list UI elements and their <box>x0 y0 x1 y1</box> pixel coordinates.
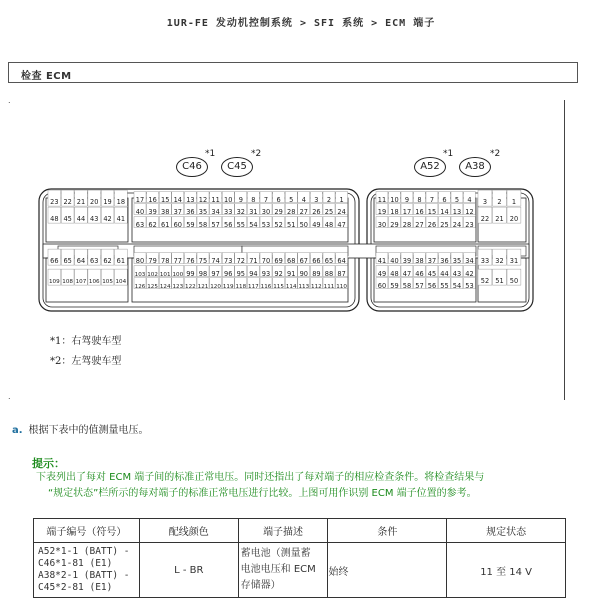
pin-number: 39 <box>402 257 412 265</box>
pin-number: 25 <box>440 221 449 229</box>
hint-title: 提示： <box>32 457 65 470</box>
pin-number: 3 <box>314 196 319 204</box>
pin-number: 38 <box>161 208 170 216</box>
pin-number: 56 <box>427 282 437 290</box>
pin-number: 17 <box>402 208 412 216</box>
pin-number: 35 <box>198 208 208 216</box>
pin-number: 32 <box>236 208 245 216</box>
figure-corner-mark: . <box>8 96 11 105</box>
pin-number: 31 <box>249 208 258 216</box>
pin-number: 8 <box>417 196 422 204</box>
pin-number: 102 <box>147 272 158 278</box>
pin-number: 11 <box>377 196 387 204</box>
pin-number: 65 <box>63 257 72 265</box>
pin-number: 57 <box>415 282 424 290</box>
pin-number: 98 <box>198 270 208 278</box>
pin-number: 78 <box>161 257 170 265</box>
pin-number: 117 <box>248 284 259 290</box>
pin-number: 111 <box>323 284 335 290</box>
pin-number: 43 <box>452 270 462 278</box>
pin-number: 107 <box>75 279 87 285</box>
condition-cell: 始终 <box>328 543 447 598</box>
wire-color-cell: L - BR <box>139 543 238 598</box>
step-letter: a. <box>12 425 23 436</box>
connector-note: *2 <box>490 149 501 159</box>
pin-number: 1 <box>339 196 344 204</box>
pin-number: 2 <box>497 198 502 206</box>
pin-number: 100 <box>172 272 184 278</box>
pin-number: 16 <box>148 196 157 204</box>
pin-number: 58 <box>198 221 208 229</box>
pin-number: 122 <box>185 284 196 290</box>
pin-number: 125 <box>147 284 158 290</box>
pin-number: 27 <box>415 221 424 229</box>
pin-number: 62 <box>148 221 157 229</box>
table-header-row <box>34 519 566 543</box>
pin-number: 40 <box>135 208 145 216</box>
pin-number: 39 <box>148 208 157 216</box>
pin-number: 48 <box>390 270 399 278</box>
pin-number: 118 <box>235 284 247 290</box>
pin-number: 105 <box>102 279 113 285</box>
pin-number: 18 <box>116 198 126 206</box>
pin-number: 40 <box>390 257 399 265</box>
pin-number: 63 <box>135 221 145 229</box>
pin-number: 89 <box>312 270 321 278</box>
pin-number: 15 <box>427 208 437 216</box>
pin-number: 19 <box>103 198 112 206</box>
pin-number: 49 <box>377 270 387 278</box>
pin-number: 56 <box>224 221 233 229</box>
pin-number: 1 <box>511 198 517 206</box>
spec-cell: 11 至 14 V <box>447 543 566 598</box>
pin-number: 28 <box>402 221 412 229</box>
pin-number: 71 <box>249 257 258 265</box>
pin-number: 10 <box>390 196 399 204</box>
pin-number: 113 <box>298 284 310 290</box>
pin-number: 79 <box>148 257 157 265</box>
pin-number: 66 <box>312 257 321 265</box>
pin-number: 54 <box>452 282 462 290</box>
pin-number: 23 <box>465 221 474 229</box>
pin-number: 48 <box>324 221 334 229</box>
pin-number: 7 <box>263 196 269 204</box>
pin-number: 76 <box>186 257 195 265</box>
pin-number: 11 <box>211 196 220 204</box>
connector-note: *1 <box>205 149 216 159</box>
pin-number: 88 <box>324 270 334 278</box>
pin-number: 3 <box>482 198 488 206</box>
pin-number: 18 <box>390 208 399 216</box>
pin-number: 22 <box>63 198 72 206</box>
pin-number: 119 <box>222 284 234 290</box>
pin-number: 30 <box>261 208 271 216</box>
pin-number: 46 <box>415 270 424 278</box>
pin-number: 43 <box>90 215 99 223</box>
pin-number: 23 <box>50 198 59 206</box>
column-header: 端子编号（符号） <box>34 519 140 543</box>
ecm-terminal-table <box>33 518 566 598</box>
pin-number: 104 <box>115 279 127 285</box>
pin-number: 95 <box>236 270 245 278</box>
pin-number: 21 <box>495 215 504 223</box>
connector-label-a38: A38 <box>459 157 491 177</box>
pin-number: 49 <box>312 221 321 229</box>
pin-number: 68 <box>287 257 296 265</box>
description-cell: 蓄电池（测量蓄 电池电压和 ECM 存储器） <box>238 543 328 598</box>
pin-number: 87 <box>337 270 346 278</box>
hint-body <box>36 470 566 502</box>
pin-number: 80 <box>135 257 145 265</box>
pin-number: 28 <box>287 208 296 216</box>
hint-line: 下表列出了每对 ECM 端子间的标准正常电压。同时还指出了每对端子的相应检查条件。将检查结果与 <box>36 472 485 483</box>
pin-number: 41 <box>116 215 126 223</box>
pin-number: 57 <box>211 221 220 229</box>
pin-number: 53 <box>261 221 271 229</box>
pin-number: 64 <box>76 257 86 265</box>
pin-number: 62 <box>103 257 112 265</box>
footnote-1: *1：右驾驶车型 <box>50 336 122 347</box>
pin-number: 36 <box>186 208 195 216</box>
pin-number: 31 <box>509 257 519 265</box>
pin-number: 47 <box>337 221 346 229</box>
pin-number: 99 <box>186 270 195 278</box>
pin-number: 53 <box>465 282 474 290</box>
pin-number: 50 <box>299 221 308 229</box>
pin-number: 97 <box>211 270 220 278</box>
pin-number: 26 <box>312 208 321 216</box>
pin-number: 59 <box>390 282 399 290</box>
pin-number: 91 <box>287 270 296 278</box>
connector-note: *1 <box>443 149 454 159</box>
pin-number: 55 <box>440 282 449 290</box>
pin-number: 112 <box>311 284 322 290</box>
pin-number: 33 <box>224 208 233 216</box>
section-title: 检查 ECM <box>21 71 72 82</box>
pin-number: 13 <box>186 196 195 204</box>
pin-number: 61 <box>116 257 126 265</box>
pin-number: 124 <box>159 284 171 290</box>
pin-number: 120 <box>210 284 221 290</box>
connector-label-c46: C46 <box>176 157 208 177</box>
column-header: 配线颜色 <box>139 519 238 543</box>
pin-number: 103 <box>134 272 146 278</box>
pin-number: 25 <box>324 208 334 216</box>
figure-border <box>564 100 565 400</box>
pin-number: 73 <box>224 257 233 265</box>
pin-number: 4 <box>301 196 306 204</box>
table-row <box>34 543 566 598</box>
pin-number: 114 <box>285 284 297 290</box>
pin-number: 92 <box>274 270 283 278</box>
pin-number: 12 <box>465 208 474 216</box>
pin-number: 13 <box>452 208 462 216</box>
pin-number: 52 <box>274 221 283 229</box>
pin-number: 126 <box>134 284 146 290</box>
pin-number: 115 <box>273 284 284 290</box>
pin-number: 55 <box>236 221 245 229</box>
pin-number: 74 <box>211 257 220 265</box>
pin-number: 60 <box>173 221 182 229</box>
pin-number: 26 <box>427 221 437 229</box>
pin-number: 37 <box>427 257 437 265</box>
connector-label-c45: C45 <box>221 157 253 177</box>
column-header: 规定状态 <box>447 519 566 543</box>
pin-number: 42 <box>465 270 474 278</box>
pin-number: 65 <box>324 257 334 265</box>
pin-number: 36 <box>440 257 449 265</box>
footnote-2: *2：左驾驶车型 <box>50 356 122 367</box>
pin-number: 61 <box>161 221 170 229</box>
pin-number: 9 <box>404 196 410 204</box>
pin-number: 75 <box>198 257 208 265</box>
pin-number: 16 <box>415 208 424 216</box>
pin-number: 116 <box>260 284 272 290</box>
pin-number: 14 <box>440 208 449 216</box>
pin-number: 51 <box>287 221 296 229</box>
pin-number: 8 <box>251 196 256 204</box>
pin-number: 14 <box>173 196 182 204</box>
figure-corner-mark: . <box>8 392 11 401</box>
section-header <box>8 62 578 83</box>
pin-number: 15 <box>161 196 170 204</box>
connector-note: *2 <box>251 149 262 159</box>
pin-number: 60 <box>377 282 387 290</box>
pin-number: 22 <box>480 215 490 223</box>
pin-number: 44 <box>76 215 86 223</box>
pin-number: 6 <box>276 196 281 204</box>
pin-number: 77 <box>173 257 182 265</box>
ecm-connector-diagram <box>38 186 538 316</box>
pin-number: 9 <box>238 196 243 204</box>
column-header: 端子描述 <box>238 519 328 543</box>
pin-number: 21 <box>76 198 86 206</box>
pin-number: 106 <box>88 279 100 285</box>
breadcrumb: 1UR-FE 发动机控制系统 > SFI 系统 > ECM 端子 <box>166 18 436 29</box>
pin-number: 45 <box>427 270 437 278</box>
pin-number: 32 <box>495 257 504 265</box>
pin-number: 54 <box>249 221 258 229</box>
pin-number: 5 <box>289 196 294 204</box>
step-a <box>12 421 149 436</box>
pin-number: 63 <box>90 257 99 265</box>
pin-number: 4 <box>467 196 472 204</box>
pin-number: 52 <box>480 277 490 285</box>
terminal-cell: A52*1-1 (BATT) - C46*1-81 (E1) A38*2-1 (BATT) - C45*2-81 (E1) <box>34 543 140 598</box>
pin-number: 45 <box>63 215 72 223</box>
pin-number: 96 <box>224 270 233 278</box>
pin-number: 121 <box>197 284 209 290</box>
pin-number: 51 <box>495 277 504 285</box>
pin-number: 2 <box>326 196 332 204</box>
pin-number: 93 <box>261 270 271 278</box>
pin-number: 30 <box>377 221 387 229</box>
pin-number: 94 <box>249 270 258 278</box>
pin-number: 59 <box>186 221 195 229</box>
pin-number: 33 <box>480 257 490 265</box>
pin-number: 35 <box>452 257 462 265</box>
pin-number: 6 <box>442 196 447 204</box>
pin-number: 10 <box>224 196 233 204</box>
pin-number: 72 <box>236 257 245 265</box>
pin-number: 19 <box>377 208 387 216</box>
pin-number: 37 <box>173 208 182 216</box>
hint-line: “规定状态”栏所示的每对端子的标准正常电压进行比较。上图可用作识别 ECM 端子位置的参考。 <box>48 488 477 499</box>
pin-number: 20 <box>90 198 99 206</box>
pin-number: 17 <box>135 196 145 204</box>
connector-label-a52: A52 <box>414 157 446 177</box>
pin-number: 48 <box>50 215 59 223</box>
pin-number: 66 <box>50 257 59 265</box>
pin-number: 50 <box>509 277 519 285</box>
pin-number: 42 <box>103 215 112 223</box>
pin-number: 70 <box>261 257 271 265</box>
pin-number: 20 <box>509 215 519 223</box>
pin-number: 5 <box>454 196 460 204</box>
pin-number: 67 <box>299 257 308 265</box>
pin-number: 58 <box>402 282 412 290</box>
step-text: 根据下表中的值测量电压。 <box>28 425 149 436</box>
pin-number: 29 <box>390 221 399 229</box>
pin-number: 34 <box>211 208 220 216</box>
pin-number: 101 <box>159 272 171 278</box>
pin-number: 69 <box>274 257 283 265</box>
pin-number: 24 <box>452 221 462 229</box>
pin-number: 64 <box>337 257 346 265</box>
pin-number: 90 <box>299 270 308 278</box>
pin-number: 109 <box>49 279 60 285</box>
pin-number: 34 <box>465 257 474 265</box>
pin-number: 29 <box>274 208 283 216</box>
pin-number: 38 <box>415 257 424 265</box>
pin-number: 7 <box>429 196 435 204</box>
pin-number: 24 <box>337 208 346 216</box>
column-header: 条件 <box>328 519 447 543</box>
pin-number: 27 <box>299 208 308 216</box>
pin-number: 47 <box>402 270 412 278</box>
pin-number: 12 <box>198 196 208 204</box>
pin-number: 123 <box>172 284 184 290</box>
pin-number: 41 <box>377 257 387 265</box>
pin-number: 108 <box>62 279 73 285</box>
pin-number: 110 <box>336 284 347 290</box>
pin-number: 44 <box>440 270 449 278</box>
